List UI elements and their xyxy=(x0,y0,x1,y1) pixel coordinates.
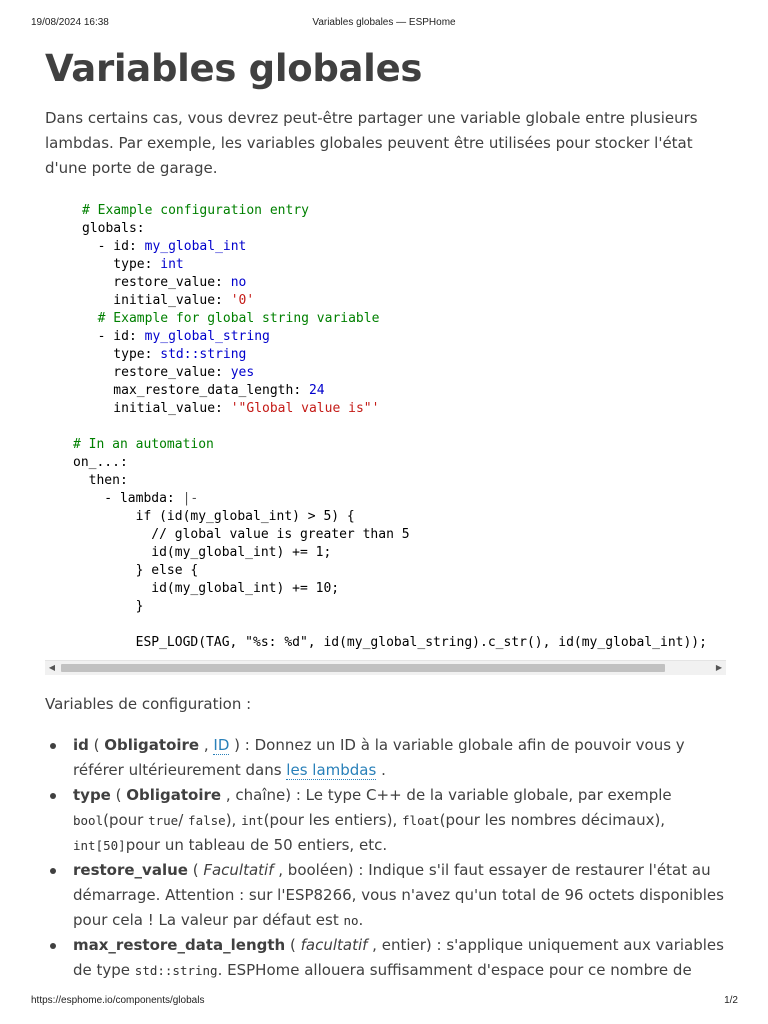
inline-code: float xyxy=(402,813,440,828)
scroll-right-arrow-icon[interactable]: ▶ xyxy=(715,663,723,672)
code-line xyxy=(73,634,707,652)
code-block xyxy=(45,194,726,678)
print-url: https://esphome.io/components/globals xyxy=(31,995,205,1006)
code-line xyxy=(73,544,331,562)
param-text: , booléen) : Indique s'il faut essayer de restaurer l'état au démarrage. Attention : sur l'ESP8266, vous n'avez qu'un total de 96 octets disponibles pour cela ! La valeur par défaut est xyxy=(73,861,724,929)
param-text: / xyxy=(178,811,189,829)
code-line xyxy=(82,400,379,418)
code-text: id(my_global_int) += 10; xyxy=(73,581,340,596)
inline-code: no xyxy=(343,913,359,928)
code-text: } else { xyxy=(73,563,199,578)
code-value: std::string xyxy=(160,347,247,362)
code-text: } xyxy=(73,599,144,614)
code-string: '"Global value is"' xyxy=(230,401,380,416)
code-comment: # Example for global string variable xyxy=(82,311,380,326)
code-key: initial_value: xyxy=(82,401,223,416)
code-key: - id: xyxy=(82,239,137,254)
param-text: , entier) : s'applique uniquement aux variables de type xyxy=(73,936,724,979)
code-value: int xyxy=(160,257,184,272)
id-link[interactable]: ID xyxy=(213,736,230,754)
code-value: |- xyxy=(182,491,199,506)
code-line xyxy=(82,364,254,382)
code-key: on_...: xyxy=(73,455,128,470)
param-text: ( xyxy=(88,736,105,754)
code-key: restore_value: xyxy=(82,275,223,290)
print-page-number: 1/2 xyxy=(724,995,738,1006)
param-required: Obligatoire xyxy=(104,736,200,754)
code-lines xyxy=(45,202,726,657)
code-text: if (id(my_global_int) > 5) { xyxy=(73,509,355,524)
inline-code: bool xyxy=(73,813,104,828)
code-string: '0' xyxy=(230,293,255,308)
bullet-icon xyxy=(50,793,56,799)
list-item xyxy=(45,933,735,983)
code-value: yes xyxy=(230,365,255,380)
print-datetime: 19/08/2024 16:38 xyxy=(31,17,109,28)
code-line xyxy=(82,310,379,328)
scroll-left-arrow-icon[interactable]: ◀ xyxy=(48,663,56,672)
param-optional: Facultatif xyxy=(203,861,274,879)
param-name: type xyxy=(73,786,111,804)
bullet-icon xyxy=(50,743,56,749)
print-footer xyxy=(0,995,768,1009)
param-text: . xyxy=(376,761,386,779)
code-line xyxy=(82,328,270,346)
horizontal-scrollbar[interactable] xyxy=(45,660,726,675)
code-text: id(my_global_int) += 1; xyxy=(73,545,332,560)
inline-code: int xyxy=(241,813,264,828)
code-comment: # Example configuration entry xyxy=(82,203,309,218)
code-key: restore_value: xyxy=(82,365,223,380)
code-key: globals: xyxy=(82,221,145,236)
param-text: ( xyxy=(187,861,204,879)
inline-code: true xyxy=(148,813,179,828)
code-comment: # In an automation xyxy=(73,437,214,452)
code-value: 24 xyxy=(308,383,325,398)
code-line xyxy=(73,526,410,544)
code-line xyxy=(73,472,128,490)
code-line xyxy=(73,598,143,616)
code-line xyxy=(82,382,325,400)
print-title: Variables globales — ESPHome xyxy=(312,17,456,28)
code-line xyxy=(73,562,198,580)
code-value: my_global_int xyxy=(144,239,247,254)
code-line xyxy=(73,490,198,508)
intro-paragraph: Dans certains cas, vous devrez peut-être partager une variable globale entre plusieurs lambdas. Par exemple, les variables globales peuvent être utilisées pour stocker l'état d'une porte de garage. xyxy=(45,109,698,177)
inline-code: false xyxy=(188,813,226,828)
code-line xyxy=(73,580,339,598)
code-line xyxy=(82,220,145,238)
print-header xyxy=(0,17,768,31)
code-key: type: xyxy=(82,347,153,362)
lambdas-link[interactable]: les lambdas xyxy=(286,761,377,779)
param-name: id xyxy=(73,736,89,754)
code-line xyxy=(82,256,184,274)
param-optional: facultatif xyxy=(300,936,368,954)
code-line xyxy=(45,202,309,220)
param-text: ), xyxy=(225,811,242,829)
bullet-icon xyxy=(50,868,56,874)
bullet-icon xyxy=(50,943,56,949)
code-line xyxy=(82,274,246,292)
param-text: ( xyxy=(110,786,127,804)
inline-code: int[50] xyxy=(73,838,126,853)
code-line xyxy=(73,454,128,472)
code-text: // global value is greater than 5 xyxy=(73,527,410,542)
code-value: no xyxy=(230,275,247,290)
param-text: (pour les entiers), xyxy=(263,811,403,829)
code-key: initial_value: xyxy=(82,293,223,308)
code-line xyxy=(73,508,355,526)
code-line xyxy=(82,292,254,310)
code-key: then: xyxy=(73,473,128,488)
page-title: Variables globales xyxy=(45,47,423,90)
param-required: Obligatoire xyxy=(126,786,222,804)
list-item xyxy=(45,733,735,783)
param-text: ( xyxy=(285,936,301,954)
param-text: ) : Donnez un ID à la variable globale afin de pouvoir vous y référer ultérieurement dans xyxy=(73,736,685,779)
config-variables-list xyxy=(45,733,735,983)
list-item xyxy=(45,858,735,933)
config-heading: Variables de configuration : xyxy=(45,695,252,713)
code-line xyxy=(82,346,246,364)
scrollbar-thumb[interactable] xyxy=(61,664,665,672)
code-key: - lambda: xyxy=(73,491,175,506)
code-line xyxy=(73,436,214,454)
param-text: , chaîne) : Le type C++ de la variable globale, par exemple xyxy=(221,786,672,804)
param-text: pour un tableau de 50 entiers, etc. xyxy=(125,836,388,854)
code-line xyxy=(82,238,246,256)
param-name: max_restore_data_length xyxy=(73,936,286,954)
code-key: max_restore_data_length: xyxy=(82,383,302,398)
param-text: (pour les nombres décimaux), xyxy=(439,811,666,829)
code-key: type: xyxy=(82,257,153,272)
code-text: ESP_LOGD(TAG, "%s: %d", id(my_global_string).c_str(), id(my_global_int)); xyxy=(73,635,707,650)
param-text: . xyxy=(358,911,364,929)
param-text: (pour xyxy=(103,811,149,829)
inline-code: std::string xyxy=(134,963,218,978)
code-value: my_global_string xyxy=(144,329,270,344)
list-item xyxy=(45,783,735,858)
param-text: , xyxy=(199,736,214,754)
code-key: - id: xyxy=(82,329,137,344)
param-text: . ESPHome allouera suffisamment d'espace pour ce nombre de xyxy=(217,961,692,979)
param-name: restore_value xyxy=(73,861,188,879)
